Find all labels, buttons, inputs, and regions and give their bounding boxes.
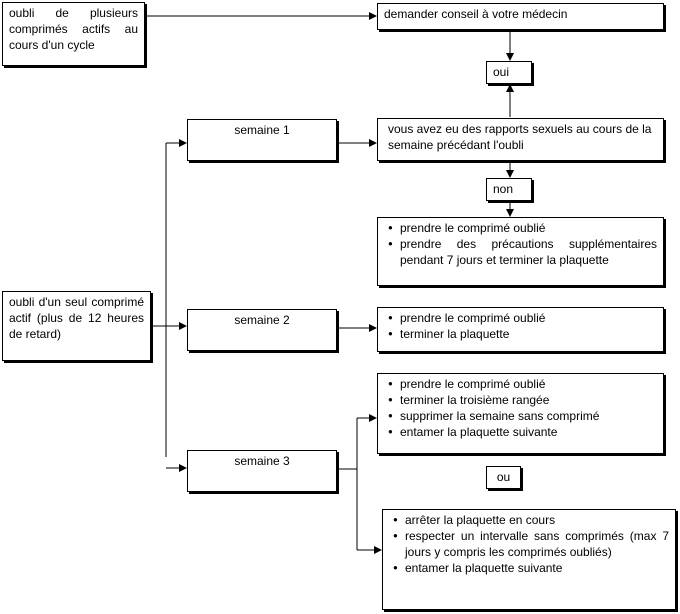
box-oubli-plusieurs-text: oubli de plusieurs comprimés actifs au cours d'un cycle bbox=[9, 6, 138, 52]
box-s3-option1 bbox=[377, 373, 664, 454]
box-oui-text: oui bbox=[493, 65, 510, 79]
box-s3-option2 bbox=[382, 509, 676, 610]
s3-option1-item: ● prendre le comprimé oublié bbox=[388, 376, 657, 392]
box-oubli-plusieurs bbox=[2, 2, 145, 66]
s3-option2-item: ● arrêter la plaquette en cours bbox=[393, 512, 669, 528]
box-rapports-text: vous avez eu des rapports sexuels au cours de la semaine précédant l'oubli bbox=[388, 122, 652, 152]
box-s1-actions bbox=[377, 217, 664, 286]
box-ou-text: ou bbox=[496, 470, 511, 484]
s2-action-item: ● prendre le comprimé oublié bbox=[388, 310, 657, 326]
s3-option1-item: ● entamer la plaquette suivante bbox=[388, 424, 657, 440]
s3-option2-item: ● entamer la plaquette suivante bbox=[393, 560, 669, 576]
box-s2-actions bbox=[377, 307, 664, 352]
s3-option2-item: ● respecter un intervalle sans comprimés (max 7 jours y compris les comprimés oubliés) bbox=[393, 528, 669, 560]
box-demander-conseil-text: demander conseil à votre médecin bbox=[384, 7, 568, 21]
box-oui bbox=[486, 61, 532, 84]
box-ou bbox=[486, 466, 521, 489]
s2-action-item: ● terminer la plaquette bbox=[388, 326, 657, 342]
box-semaine1-text: semaine 1 bbox=[234, 123, 290, 137]
box-semaine2-text: semaine 2 bbox=[234, 313, 290, 327]
s1-action-item: ● prendre le comprimé oublié bbox=[388, 220, 657, 236]
box-semaine2 bbox=[187, 309, 337, 351]
box-semaine3-text: semaine 3 bbox=[234, 454, 290, 468]
s1-action-item: ● prendre des précautions supplémentaires pendant 7 jours et terminer la plaquette bbox=[388, 236, 657, 268]
box-oubli-seul bbox=[2, 291, 151, 361]
box-oubli-seul-text: oubli d'un seul comprimé actif (plus de 12 heures de retard) bbox=[9, 295, 144, 341]
box-semaine3 bbox=[187, 450, 337, 492]
box-rapports bbox=[377, 118, 664, 161]
box-semaine1 bbox=[187, 119, 337, 161]
box-non bbox=[486, 178, 532, 201]
s3-option1-item: ● terminer la troisième rangée bbox=[388, 392, 657, 408]
box-non-text: non bbox=[493, 182, 514, 196]
s3-option1-item: ● supprimer la semaine sans comprimé bbox=[388, 408, 657, 424]
box-demander-conseil bbox=[377, 3, 664, 30]
